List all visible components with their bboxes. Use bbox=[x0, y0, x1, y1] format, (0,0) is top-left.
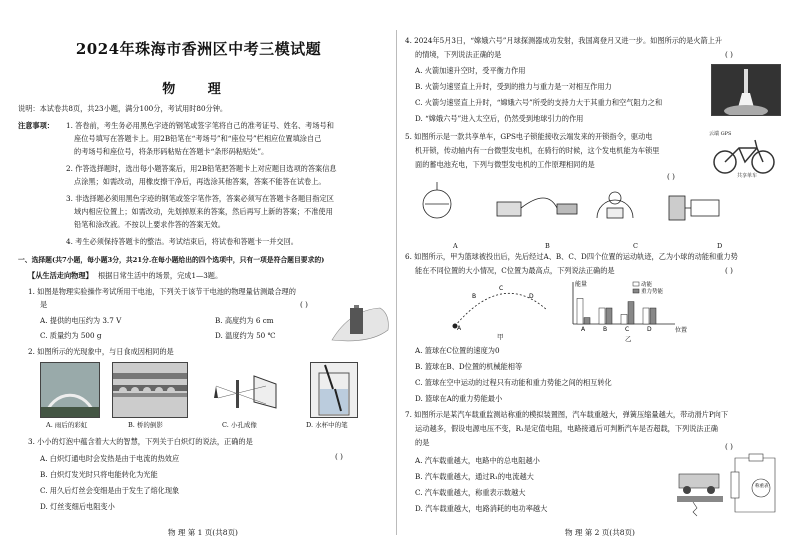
question-7: 7. 如图所示是某汽车载重监测站称重的模拟装置图，汽车载重越大，弹簧压缩量越大，带动滑片P向下 bbox=[405, 410, 729, 419]
q5-label-b: B bbox=[545, 242, 550, 250]
legend-swatch-kinetic bbox=[633, 282, 639, 286]
legend-swatch-potential bbox=[633, 289, 639, 293]
q7-option-a: A. 汽车载重越大，电路中的总电阻越小 bbox=[415, 456, 540, 465]
q6-option-c: C. 篮球在空中运动的过程只有动能和重力势能之间的相互转化 bbox=[415, 378, 612, 387]
basketball-trajectory bbox=[447, 280, 557, 332]
note-line: 3. 非选择题必须用黑色字迹的钢笔或签字笔作答，答案必须写在答题卡各题目指定区 bbox=[66, 194, 334, 203]
fig-caption-yi: 乙 bbox=[625, 335, 632, 343]
bar-B-1 bbox=[606, 308, 612, 324]
q3-option-b: B. 白炽灯发光时只将电能转化为光能 bbox=[40, 470, 158, 479]
note-line: 铅笔和涂改液。不按以上要求作答的答案无效。 bbox=[74, 220, 225, 229]
legend-potential: 重力势能 bbox=[641, 289, 664, 295]
q5-label-c: C bbox=[633, 242, 638, 250]
exam-instructions: 说明：本试卷共8页，共23小题，满分100分，考试用时80分钟。 bbox=[18, 104, 228, 113]
page-footer: 物 理 第 2 页(共8页) bbox=[565, 528, 635, 537]
q6-option-d: D. 篮球在A的重力势能最小 bbox=[415, 394, 503, 403]
rainbow-photo bbox=[40, 362, 100, 418]
answer-paren: ( ) bbox=[300, 300, 308, 309]
legend-kinetic: 动能 bbox=[641, 282, 653, 288]
question-1-cont: 是 bbox=[40, 300, 48, 309]
q1-option-d: D. 温度约为 50 ℃ bbox=[215, 331, 276, 340]
rocket-launch-photo bbox=[711, 64, 781, 116]
bar-A-0 bbox=[577, 298, 583, 324]
q2-caption-d: D. 水杯中的笔 bbox=[306, 421, 348, 429]
q1-option-b: B. 高度约为 6 cm bbox=[215, 316, 274, 325]
answer-paren: ( ) bbox=[725, 266, 733, 275]
bike-caption-gps: 云端 GPS bbox=[709, 131, 732, 137]
q4-option-c: C. 火箭匀速竖直上升时，“嫦娥六号”所受的支持力大于其重力和空气阻力之和 bbox=[415, 98, 663, 107]
q4-option-d: D. “嫦娥六号”进入太空后，仍然受到地球引力的作用 bbox=[415, 114, 584, 123]
question-3: 3. 小小的灯泡中蕴含着大大的智慧，下列关于白炽灯的说法，正确的是 bbox=[28, 437, 253, 446]
note-line: 1. 答卷前，考生务必用黑色字迹的钢笔或签字笔将自己的准考证号、姓名、考场号和 bbox=[66, 121, 334, 130]
answer-paren: ( ) bbox=[335, 452, 343, 461]
q3-option-c: C. 用久后灯丝会变细是由于发生了熔化现象 bbox=[40, 486, 180, 495]
traj-point-c: C bbox=[499, 285, 504, 292]
answer-paren: ( ) bbox=[725, 50, 733, 59]
note-line: 域内相应位置上；如需改动，先划掉原来的答案，然后再写上新的答案；不准使用 bbox=[74, 207, 333, 216]
exam-page-2 bbox=[397, 0, 794, 555]
question-7-cont: 的是 bbox=[415, 438, 430, 447]
question-4-cont: 的情境，下列说法正确的是 bbox=[415, 50, 502, 59]
bar-D-0 bbox=[643, 308, 649, 324]
q7-option-b: B. 汽车载重越大，通过R₁的电流越大 bbox=[415, 472, 534, 481]
q5-label-a: A bbox=[453, 242, 458, 250]
pen-in-water-photo bbox=[310, 362, 358, 418]
answer-paren: ( ) bbox=[725, 442, 733, 451]
notes-label: 注意事项： bbox=[18, 121, 54, 130]
chart-xlabel: 位置 bbox=[675, 327, 688, 334]
question-1: 1. 如图是物理实验操作考试所用干电池，下列关于该节干电池的物理量估测最合理的 bbox=[28, 287, 296, 296]
q7-option-d: D. 汽车载重越大，电路消耗的电功率越大 bbox=[415, 504, 548, 513]
subject-heading: 物 理 bbox=[162, 82, 235, 97]
bar-C-1 bbox=[628, 302, 634, 324]
note-line: 的考场号和座位号，将条形码粘贴在答题卡“条形码粘贴处”。 bbox=[74, 147, 269, 156]
tick-label-D: D bbox=[647, 326, 652, 333]
q7-option-c: C. 汽车载重越大，称重表示数越大 bbox=[415, 488, 526, 497]
q6-option-b: B. 篮球在B、D位置的机械能相等 bbox=[415, 362, 523, 371]
q1-option-a: A. 提供的电压约为 3.7 V bbox=[40, 316, 122, 325]
battery-photo bbox=[330, 300, 392, 345]
tick-label-C: C bbox=[625, 326, 630, 333]
bridge-reflection-photo bbox=[112, 362, 188, 418]
bar-D-1 bbox=[650, 308, 656, 324]
q3-option-a: A. 白炽灯通电时会发热是由于电流的热效应 bbox=[40, 454, 180, 463]
q5-diagrams bbox=[407, 178, 747, 240]
note-line: 座位号填写在答题卡上。用2B铅笔在“考场号”和“座位号”栏相应位置填涂自己 bbox=[74, 134, 322, 143]
question-6: 6. 如图所示，甲为篮球被投出后，先后经过A、B、C、D四个位置的运动轨迹，乙为小球的动能和重力势 bbox=[405, 252, 738, 261]
meter-label: 称重表 bbox=[755, 484, 769, 489]
q2-caption-a: A. 雨后的彩虹 bbox=[46, 421, 88, 429]
q4-option-a: A. 火箭加速升空时，受平衡力作用 bbox=[415, 66, 526, 75]
note-line: 2. 作答选择题时，选出每小题答案后，用2B铅笔把答题卡上对应题目选项的答案信息 bbox=[66, 164, 337, 173]
answer-paren: ( ) bbox=[667, 172, 675, 181]
traj-point-b: B bbox=[472, 293, 477, 300]
bike-caption: 共享单车 bbox=[737, 173, 758, 179]
question-5-cont: 机开锁，传动轴内有一台微型发电机，在骑行的时候，这个发电机能为车锁里 bbox=[415, 146, 660, 155]
question-5-cont: 面的蓄电池充电，下列与微型发电机的工作原理相同的是 bbox=[415, 160, 595, 169]
q6-option-a: A. 篮球在C位置的速度为0 bbox=[415, 346, 500, 355]
note-line: 4. 考生必须保持答题卡的整洁。考试结束后，将试卷和答题卡一并交回。 bbox=[66, 237, 298, 246]
energy-bar-chart bbox=[563, 278, 693, 334]
tick-label-B: B bbox=[603, 326, 608, 333]
q1-option-c: C. 质量约为 500 g bbox=[40, 331, 102, 340]
weighing-circuit-diagram bbox=[675, 452, 785, 520]
q2-caption-c: C. 小孔成像 bbox=[222, 421, 257, 429]
section-heading: 一、选择题(共7小题，每小题3分，共21分.在每小题给出的四个选项中，只有一项是符合题目要求的) bbox=[18, 256, 325, 264]
traj-point-d: D bbox=[529, 293, 534, 300]
question-2: 2. 如图所示的光现象中，与日食成因相同的是 bbox=[28, 347, 174, 356]
question-6-cont: 能在不同位置的大小情况，C位置为最高点，下列说法正确的是 bbox=[415, 266, 615, 275]
context-tag: 【从生活走向物理】 bbox=[28, 271, 93, 280]
q3-option-d: D. 灯丝变细后电阻变小 bbox=[40, 502, 115, 511]
question-7-cont: 运动越多，假设电源电压不变，R₁是定值电阻，电路接通后可判断汽车是否超载，下列说法正确 bbox=[415, 424, 718, 433]
q4-option-b: B. 火箭匀速竖直上升时，受到的推力与重力是一对相互作用力 bbox=[415, 82, 612, 91]
exam-title: 2024年珠海市香洲区中考三模试题 bbox=[75, 40, 322, 58]
pinhole-diagram bbox=[206, 368, 282, 416]
bar-C-0 bbox=[621, 314, 627, 324]
traj-point-a: A bbox=[457, 325, 462, 332]
q2-caption-b: B. 桥的倒影 bbox=[128, 421, 163, 429]
page-footer: 物 理 第 1 页(共8页) bbox=[168, 528, 238, 537]
bar-A-1 bbox=[584, 318, 590, 324]
q5-label-d: D bbox=[717, 242, 723, 250]
fig-caption-jia: 甲 bbox=[497, 333, 504, 341]
question-5: 5. 如图所示是一款共享单车，GPS电子锁能接收云端发来的开锁指令，驱动电 bbox=[405, 132, 653, 141]
bar-B-0 bbox=[599, 308, 605, 324]
chart-title: 能量 bbox=[575, 281, 588, 288]
note-line: 点涂黑；如需改动，用橡皮擦干净后，再选涂其他答案，答案不能答在试卷上。 bbox=[74, 177, 326, 186]
tick-label-A: A bbox=[581, 326, 586, 333]
energy-chart-svg bbox=[563, 278, 693, 334]
context-text: 根据日常生活中的场景，完成1—3题。 bbox=[98, 271, 223, 280]
question-4: 4. 2024年5月3日，“嫦娥六号”月球探测器成功发射，我国离登月又进一步。如图所示的是火箭上升 bbox=[405, 36, 723, 45]
